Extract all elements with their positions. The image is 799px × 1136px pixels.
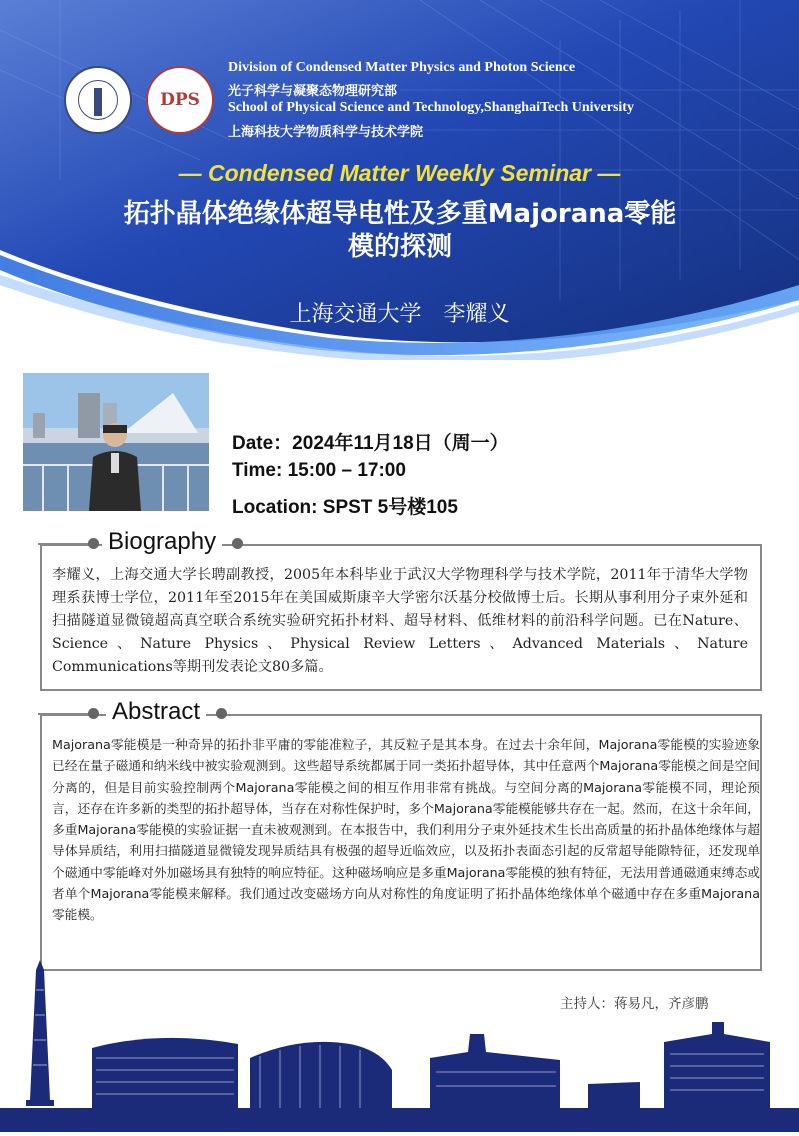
school-name-cn: 上海科技大学物质科学与技术学院	[228, 125, 424, 140]
shanghaitech-logo	[64, 66, 132, 134]
abstract-text: Majorana零能模是一种奇异的拓扑非平庸的零能准粒子，其反粒子是其本身。在过去十余年间，Majorana零能模的实验迹象已经在量子磁通和纳米线中被实验观测到。这些超导系统都属于同一类拓扑超导体，其中任意两个Majorana零能模之间是空间分离的，但是目前实验控制两个Majorana零能模之间的相互作用非常有挑战。与空间分离的Majorana零能模不同，理论预言，还存在许多新的类型的拓扑超导体，当存在对称性保护时，多个Majorana零能模能够共存在一起。然而，在这十余年间，多重Majorana零能模的实验证据一直未被观测到。在本报告中，我们利用分子束外延技术生长出高质量的拓扑晶体绝缘体与超导体异质结，利用扫描隧道显微镜发现异质结具有极强的超导近临效应，以及拓扑表面态引起的反常超导能隙特征，还发现单个磁通中零能峰对外加磁场具有独特的响应特征。这种磁场响应是多重Majorana零能模的独有特征，无法用普通磁通束缚态或者单个Majorana零能模来解释。我们通过改变磁场方向从对称性的角度证明了拓扑晶体绝缘体单个磁通中存在多重Majorana零能模。	[52, 737, 760, 923]
division-name-en: Division of Condensed Matter Physics and Photon Science	[228, 60, 576, 75]
talk-title-line1: 拓扑晶体绝缘体超导电性及多重Majorana零能	[123, 199, 677, 229]
dps-logo: DPS	[146, 66, 214, 134]
talk-title-line2: 模的探测	[347, 232, 452, 262]
seminar-series-title: — Condensed Matter Weekly Seminar —	[178, 160, 621, 186]
seminar-date: Date：2024年11月18日（周一）	[232, 433, 509, 454]
header-banner	[0, 0, 799, 360]
school-name-en: School of Physical Science and Technology,ShanghaiTech University	[228, 100, 634, 115]
talk-title	[40, 198, 760, 264]
seminar-location: Location: SPST 5号楼105	[232, 497, 458, 518]
bullet-icon	[216, 708, 227, 719]
bullet-icon	[88, 538, 99, 549]
biography-heading: Biography	[102, 528, 222, 556]
speaker-name: 上海交通大学 李耀义	[289, 302, 510, 327]
abstract-heading: Abstract	[106, 698, 206, 726]
division-name-cn: 光子科学与凝聚态物理研究部	[228, 84, 398, 99]
seminar-time: Time: 15:00 – 17:00	[232, 460, 406, 481]
host-names: 主持人：蒋易凡，齐彦鹏	[560, 996, 709, 1012]
bullet-icon	[232, 538, 243, 549]
speaker-photo	[23, 373, 209, 511]
bullet-icon	[88, 708, 99, 719]
footer-buildings	[0, 960, 799, 1132]
biography-text: 李耀义，上海交通大学长聘副教授，2005年本科毕业于武汉大学物理科学与技术学院，2011年于清华大学物理系获博士学位，2011年至2015年在美国威斯康辛大学密尔沃基分校做博士后。长期从事利用分子束外延和扫描隧道显微镜超高真空联合系统实验研究拓扑材料、超导材料、低维材料的前沿科学问题。已在Nature、Science、Nature Physics、Physical Review Letters、Advanced Materials、Nature Communications等期刊发表论文80多篇。	[52, 567, 748, 675]
